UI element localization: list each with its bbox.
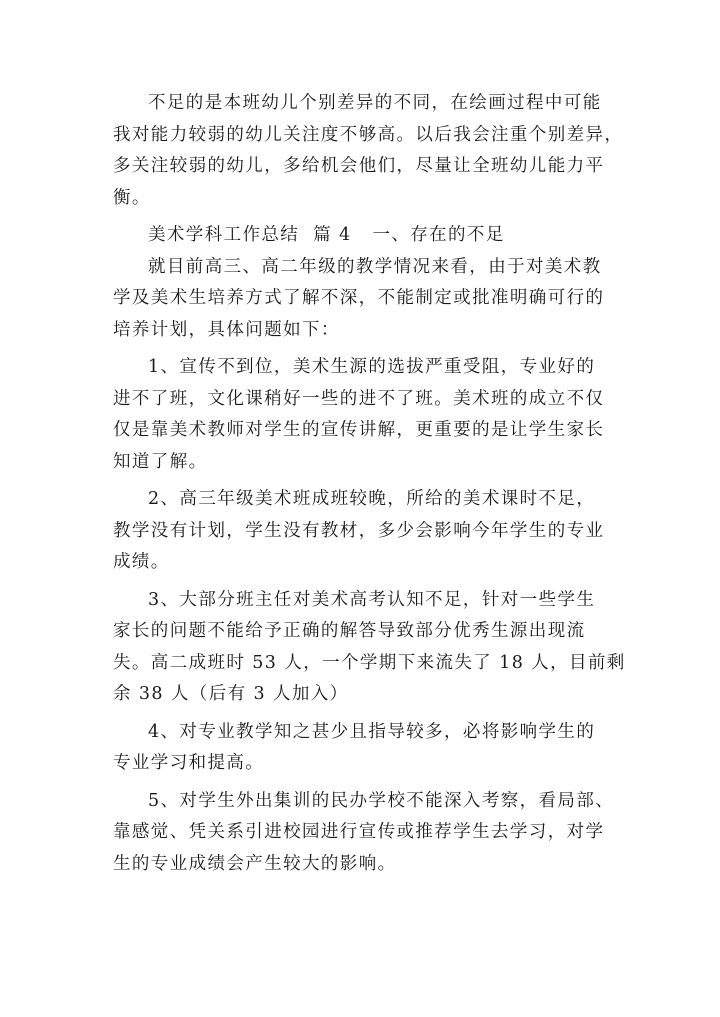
list-item-2 xyxy=(113,484,633,579)
document-body xyxy=(113,88,633,880)
text-line: 多关注较弱的幼儿，多给机会他们，尽量让全班幼儿能力平 xyxy=(113,156,605,176)
paragraph-intro xyxy=(113,252,633,347)
section-heading xyxy=(113,220,633,252)
text-line: 3、大部分班主任对美术高考认知不足，针对一些学生 xyxy=(148,589,596,610)
text-line: 仅是靠美术教师对学生的宣传讲解，更重要的是让学生家长 xyxy=(113,420,605,440)
text-line: 4、对专业教学知之甚少且指导较多，必将影响学生的 xyxy=(148,721,596,742)
list-item-4 xyxy=(113,717,633,780)
text-line: 我对能力较弱的幼儿关注度不够高。以后我会注重个别差异， xyxy=(113,124,624,145)
text-line: 学及美术生培养方式了解不深，不能制定或批准明确可行的 xyxy=(113,288,605,308)
list-item-3 xyxy=(113,585,633,711)
text-line: 失。高二成班时 53 人，一个学期下来流失了 18 人，目前剩 xyxy=(113,652,626,673)
paragraph-shortcomings xyxy=(113,88,633,214)
text-line: 就目前高三、高二年级的教学情况来看，由于对美术教 xyxy=(148,256,602,277)
text-line: 专业学习和提高。 xyxy=(113,753,265,773)
text-line: 成绩。 xyxy=(113,552,170,572)
list-item-5 xyxy=(113,786,633,881)
heading-number: 篇 4 xyxy=(313,225,352,245)
text-line: 余 38 人（后有 3 人加入） xyxy=(113,684,349,704)
heading-title: 美术学科工作总结 xyxy=(148,225,300,245)
text-line: 2、高三年级美术班成班较晚，所给的美术课时不足， xyxy=(148,489,596,509)
heading-section: 一、存在的不足 xyxy=(372,225,505,245)
text-line: 培养计划，具体问题如下： xyxy=(113,319,340,340)
text-line: 家长的问题不能给予正确的解答导致部分优秀生源出现流 xyxy=(113,621,586,641)
text-line: 进不了班，文化课稍好一些的进不了班。美术班的成立不仅 xyxy=(113,388,605,409)
text-line: 衡。 xyxy=(113,187,151,208)
text-line: 1、宣传不到位，美术生源的选拔严重受阻，专业好的 xyxy=(148,357,596,377)
text-line: 生的专业成绩会产生较大的影响。 xyxy=(113,853,397,874)
list-item-1 xyxy=(113,352,633,478)
text-line: 知道了解。 xyxy=(113,451,208,472)
text-line: 靠感觉、凭关系引进校园进行宣传或推荐学生去学习，对学 xyxy=(113,822,605,842)
text-line: 教学没有计划，学生没有教材，多少会影响今年学生的专业 xyxy=(113,520,605,541)
text-line: 不足的是本班幼儿个别差异的不同，在绘画过程中可能 xyxy=(148,93,602,113)
text-line: 5、对学生外出集训的民办学校不能深入考察，看局部、 xyxy=(148,790,615,811)
